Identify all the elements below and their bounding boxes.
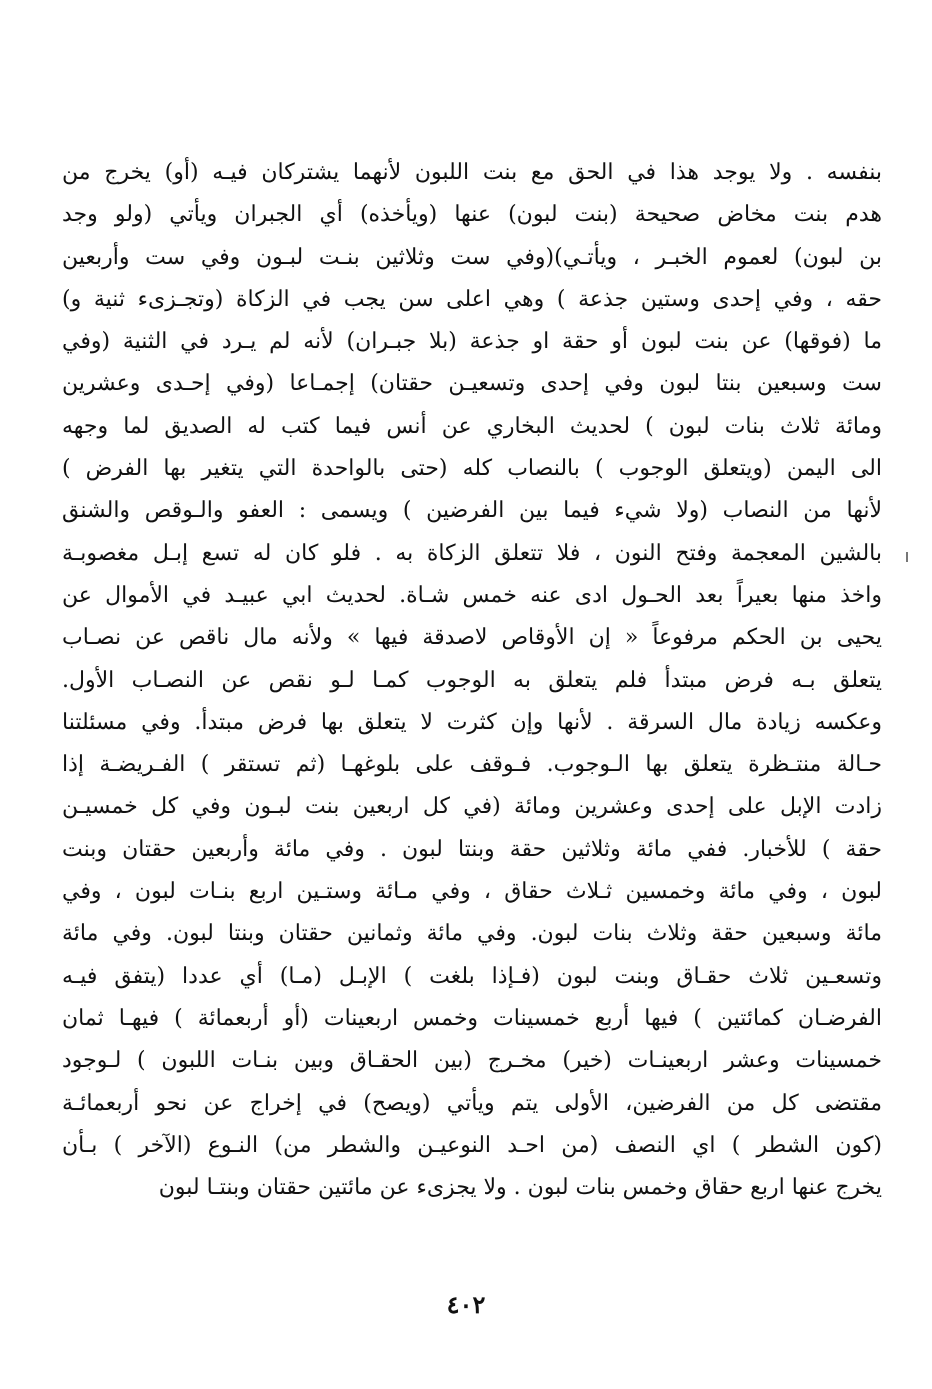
scan-speck xyxy=(906,552,908,562)
text-line: وتسعـين ثلاث حقـاق وبنت لبون (فـإذا بلغت ) الإبـل (مـا) أي عددا (يتفق فيـه xyxy=(62,963,882,989)
text-line: حقه ، وفي إحدى وستين جذعة ) وهي اعلى سن يجب في الزكاة (وتجـزىء ثنية و) xyxy=(62,286,882,312)
text-line: بنفسه . ولا يوجد هذا في الحق مع بنت اللبون لأنهما يشتركان فيـه (أو) يخرج من xyxy=(62,160,882,185)
body-text xyxy=(62,152,882,1209)
text-line: بن لبون) لعموم الخبـر ، ويأتـي)(وفي ست وثلاثين بنـت لبـون وفي ست وأربعين xyxy=(62,244,882,270)
text-line: خمسينات وعشر اربعينـات (خير) مخـرج (بين الحقـاق وبين بنـات اللبون ) لـوجود xyxy=(62,1048,882,1074)
text-line: لأنها من النصاب (ولا شيء فيما بين الفرضين ) ويسمى : العفو والـوقص والشنق xyxy=(62,498,882,524)
text-line: هدم بنت مخاض صحيحة (بنت لبون) عنها (ويأخذه) أي الجبران ويأتي (ولو وجد xyxy=(62,202,882,228)
text-line: يتعلق بـه فرض مبتدأ فلم يتعلق به الوجوب كمـا لـو نقص عن النصـاب الأول. xyxy=(62,667,882,693)
text-line: لبون ، وفي مائة وخمسين ثـلاث حقاق ، وفي مـائة وستـين اربع بنـات لبون ، وفي xyxy=(62,879,882,905)
text-line: ما (فوقها) عن بنت لبون أو حقة او جذعة (بلا جبـران) لأنه لم يـرد في الثنية (وفي xyxy=(62,329,882,355)
text-line: ست وسبعين بنتا لبون وفي إحدى وتسعيـن حقتان) إجمـاعا (وفي إحـدى وعشرين xyxy=(62,371,882,397)
text-line: ومائة ثلاث بنات لبون ) لحديث البخاري عن أنس فيما كتب له الصديق لما وجهه xyxy=(62,413,882,439)
text-line: مائة وسبعين حقة وثلاث بنات لبون. وفي مائة وثمانين حقتان وبنتا لبون. وفي مائة xyxy=(62,921,882,947)
page-number: ٤٠٢ xyxy=(446,1290,486,1319)
text-line: يحيى بن الحكم مرفوعاً « إن الأوقاص لاصدقة فيها » ولأنه مال ناقص عن نصـاب xyxy=(62,625,882,651)
text-line: بالشين المعجمة وفتح النون ، فلا تتعلق الزكاة به . فلو كان له تسع إبـل مغصوبـة xyxy=(62,540,882,566)
text-line: مقتضى كل من الفرضين، الأولى يتم ويأتي (ويصح) في إخراج عن نحو أربعمائـة xyxy=(62,1090,882,1116)
text-line: حقة ) للأخبار. ففي مائة وثلاثين حقة وبنتا لبون . وفي مائة وأربعين حقتان وبنت xyxy=(62,836,882,862)
text-line: الفرضـان كمائتين ) فيها أربع خمسينات وخمس اربعينات (أو أربعمائة ) فيهـا ثمان xyxy=(62,1005,882,1031)
text-line: زادت الإبل على إحدى وعشرين ومائة (في كل اربعين بنت لبـون وفي كل خمسيـن xyxy=(62,794,882,820)
text-line: حـالة منتـظرة يتعلق بها الـوجوب. فـوقف على بلوغهـا (ثم تستقر ) الفـريضـة إذا xyxy=(62,752,882,778)
text-line: الى اليمن (ويتعلق الوجوب ) بالنصاب كله (حتى بالواحدة التي يتغير بها الفرض ) xyxy=(62,456,882,482)
text-line: وعكسه زيادة مال السرقة . لأنها وإن كثرت لا يتعلق بها فرض مبتدأ. وفي مسئلتنا xyxy=(62,709,882,735)
text-line: (كون الشطر ) اي النصف (من احـد النوعيـن والشطر من) النـوع (الآخر ) بـأن xyxy=(62,1132,882,1158)
text-line: يخرج عنها اربع حقاق وخمس بنات لبون . ولا يجزىء عن مائتين حقتان وبنتـا لبون xyxy=(158,1175,882,1201)
text-line: واخذ منها بعيراً بعد الحـول ادى عنه خمس شـاة. لحديث ابي عبيـد في الأموال عن xyxy=(62,582,882,608)
